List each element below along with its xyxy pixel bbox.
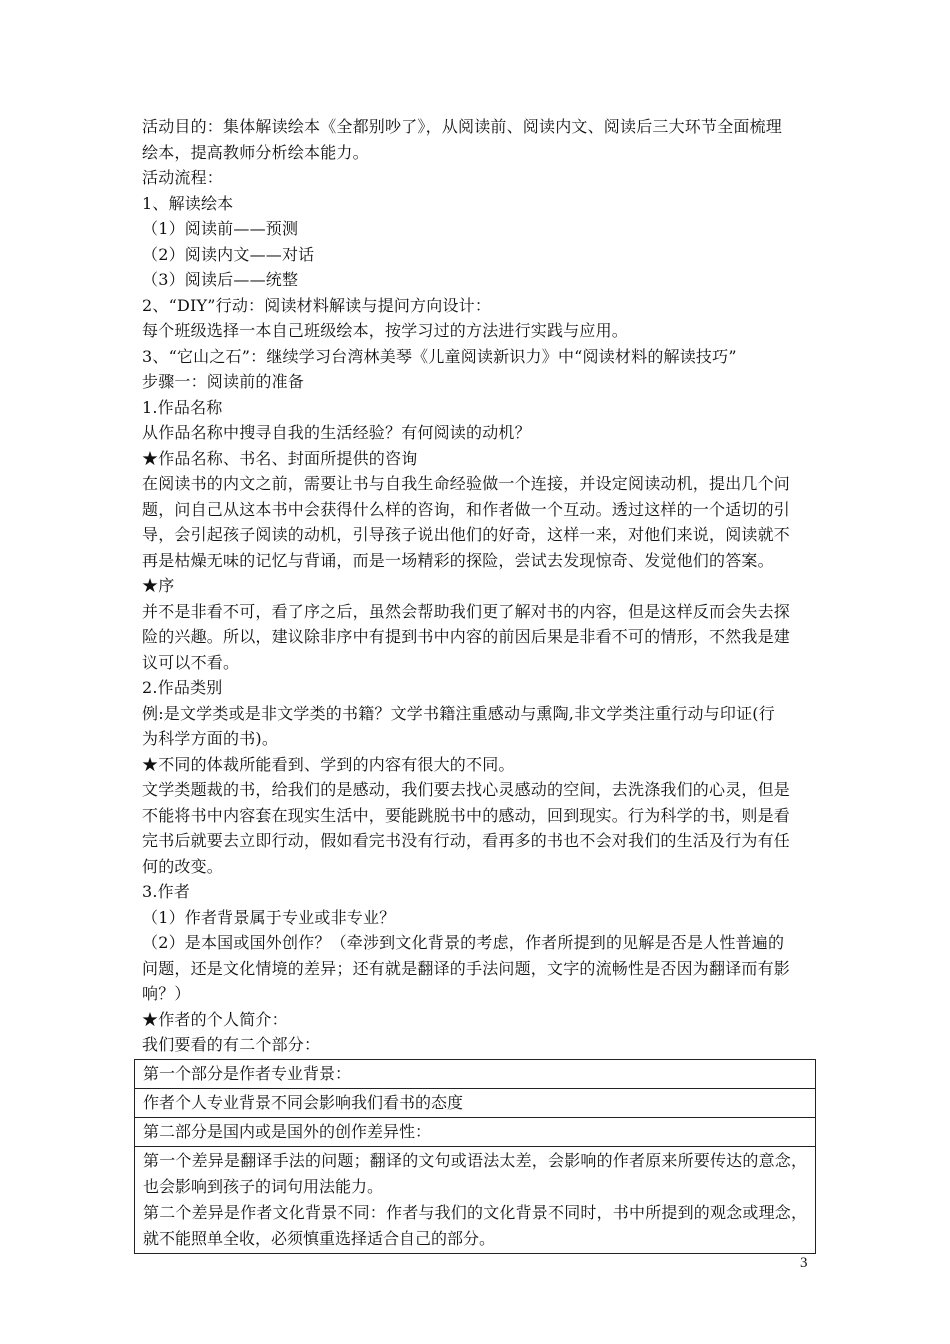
text-line: ★不同的体裁所能看到、学到的内容有很大的不同。: [142, 754, 515, 774]
text-line: 为科学方面的书)。: [142, 729, 279, 748]
table-cell: [135, 1146, 816, 1253]
text-line: 从作品名称中搜寻自我的生活经验？有何阅读的动机？: [142, 423, 531, 442]
text-line: 3.作者: [142, 882, 191, 901]
text-line: ★序: [142, 576, 175, 595]
text-line: 险的兴趣。所以，建议除非序中有提到书中内容的前因后果是非看不可的情形，不然我是建: [142, 627, 791, 646]
text-line: 问题，还是文化情境的差异；还有就是翻译的手法问题，文字的流畅性是否因为翻译而有影: [142, 958, 791, 978]
text-line: 文学类题裁的书，给我们的是感动，我们要去找心灵感动的空间，去洗涤我们的心灵，但是: [142, 780, 791, 799]
text-line: （2）阅读内文——对话: [142, 244, 315, 264]
text-line: 例:是文学类或是非文学类的书籍？文学书籍注重感动与熏陶,非文学类注重行动与印证(行: [142, 703, 775, 723]
text-line: （2）是本国或国外创作？（牵涉到文化背景的考虑，作者所提到的见解是否是人性普遍的: [142, 933, 785, 952]
text-line: 不能将书中内容套在现实生活中，要能跳脱书中的感动，回到现实。行为科学的书，则是看: [142, 805, 791, 825]
text-line: 3、“它山之石”：继续学习台湾林美琴《儿童阅读新识力》中“阅读材料的解读技巧”: [142, 346, 737, 366]
table-cell: 第二部分是国内或是国外的创作差异性：: [135, 1117, 816, 1146]
text-line: 每个班级选择一本自己班级绘本，按学习过的方法进行实践与应用。: [142, 321, 629, 340]
table-cell: 第一个部分是作者专业背景：: [135, 1059, 816, 1088]
table-row: [135, 1117, 816, 1146]
cell-paragraph: 第二个差异是作者文化背景不同：作者与我们的文化背景不同时，书中所提到的观念或理念，就不能照单全收，必须慎重选择适合自己的部分。: [143, 1202, 807, 1248]
text-line: （1）作者背景属于专业或非专业？: [142, 907, 396, 927]
text-line: 1.作品名称: [142, 397, 223, 417]
text-line: 步骤一：阅读前的准备: [142, 372, 305, 391]
text-line: 活动流程：: [142, 168, 224, 187]
page-number: 3: [800, 1255, 808, 1271]
text-line: 何的改变。: [142, 856, 224, 876]
text-line: ★作品名称、书名、封面所提供的咨询: [142, 448, 418, 468]
author-profile-table: [134, 1059, 816, 1254]
text-line: 活动目的：集体解读绘本《全都别吵了》，从阅读前、阅读内文、阅读后三大环节全面梳理: [142, 117, 783, 136]
document-body: [142, 114, 822, 1254]
text-line: 并不是非看不可，看了序之后，虽然会帮助我们更了解对书的内容，但是这样反而会失去探: [142, 601, 791, 621]
text-line: 绘本，提高教师分析绘本能力。: [142, 142, 369, 162]
text-line: ★作者的个人简介：: [142, 1009, 288, 1029]
text-line: 2、“DIY”行动：阅读材料解读与提问方向设计：: [142, 295, 492, 315]
text-line: 在阅读书的内文之前，需要让书与自我生命经验做一个连接，并设定阅读动机，提出几个问: [142, 474, 791, 493]
text-line: 响？）: [142, 984, 191, 1003]
text-line: 我们要看的有二个部分：: [142, 1035, 321, 1054]
text-line: （1）阅读前——预测: [142, 219, 299, 238]
text-line: 2.作品类别: [142, 678, 223, 697]
text-line: 再是枯燥无味的记忆与背诵，而是一场精彩的探险，尝试去发现惊奇、发觉他们的答案。: [142, 550, 774, 570]
table-row: [135, 1059, 816, 1088]
text-line: 题，问自己从这本书中会获得什么样的咨询，和作者做一个互动。透过这样的一个适切的引: [142, 499, 791, 519]
text-line: 议可以不看。: [142, 652, 240, 672]
table-row: [135, 1088, 816, 1117]
cell-paragraph: 第一个差异是翻译手法的问题；翻译的文句或语法太差，会影响的作者原来所要传达的意念，也会影响到孩子的词句用法能力。: [143, 1150, 807, 1196]
text-line: （3）阅读后——统整: [142, 270, 299, 289]
text-line: 1、解读绘本: [142, 193, 234, 213]
table-row: [135, 1146, 816, 1253]
text-line: 完书后就要去立即行动，假如看完书没有行动，看再多的书也不会对我们的生活及行为有任: [142, 831, 791, 850]
table-cell: 作者个人专业背景不同会影响我们看书的态度: [135, 1088, 816, 1117]
text-line: 导，会引起孩子阅读的动机，引导孩子说出他们的好奇，这样一来，对他们来说，阅读就不: [142, 525, 791, 544]
